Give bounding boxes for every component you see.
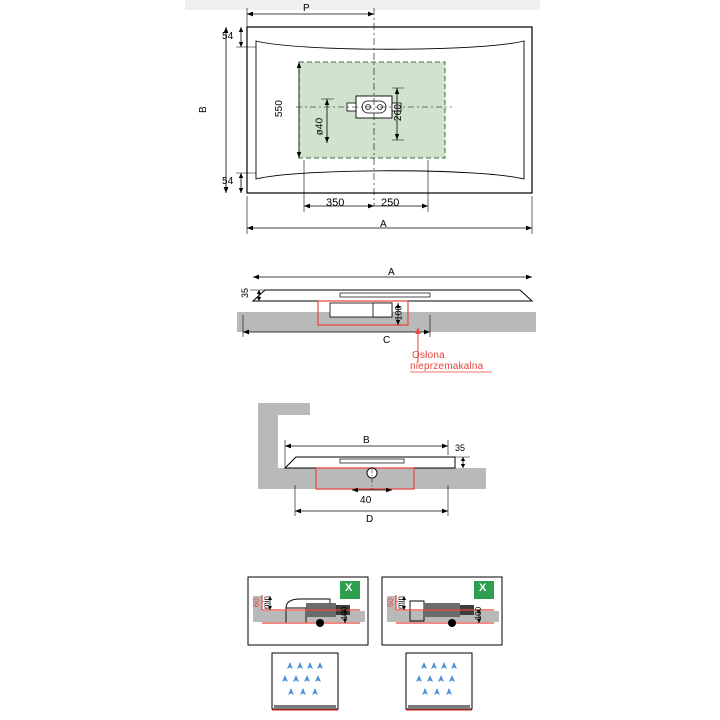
section-dim-a: A [388, 267, 395, 278]
side-section-svg [0, 255, 720, 390]
front-section-view [0, 395, 720, 540]
installation-details [0, 565, 720, 720]
section-dim-35: 35 [240, 287, 251, 299]
membrane-note-line1: Osłona [412, 350, 445, 361]
plan-view [0, 0, 720, 250]
plan-view-svg [0, 0, 720, 250]
detail-1-dim-100: 100 [340, 606, 350, 621]
detail-2-badge-x: X [479, 582, 487, 594]
plan-offset-right: 250 [381, 197, 400, 209]
plan-dim-a: A [380, 219, 387, 230]
plan-edge-bottom: 54 [222, 176, 234, 187]
detail-2-dim-min: 60 [385, 598, 395, 607]
plan-drain-height: 260 [393, 103, 405, 122]
detail-2-dim-min-suffix: min [395, 596, 405, 609]
plan-dim-p: P [303, 3, 310, 14]
plan-drain-diameter: ø40 [314, 117, 326, 136]
plan-offset-left: 350 [326, 197, 345, 209]
side-section-view [0, 255, 720, 390]
section-dim-c: C [383, 335, 391, 346]
front-dim-40: 40 [360, 495, 372, 506]
front-dim-d: D [366, 514, 374, 525]
detail-1-dim-min: 60 [251, 598, 261, 607]
front-section-svg [0, 395, 720, 540]
plan-zone-height: 550 [274, 99, 286, 118]
detail-1-badge-x: X [345, 582, 353, 594]
detail-2-dim-100: 100 [474, 606, 484, 621]
membrane-note-line2: nieprzemakalna [410, 361, 484, 372]
front-dim-b: B [363, 435, 370, 446]
section-dim-100: 100 [393, 305, 404, 321]
detail-1-dim-min-suffix: min [261, 596, 271, 609]
plan-dim-b: B [197, 106, 209, 113]
front-dim-35: 35 [455, 443, 466, 453]
plan-edge-top: 54 [222, 31, 234, 42]
installation-details-svg [0, 565, 720, 720]
